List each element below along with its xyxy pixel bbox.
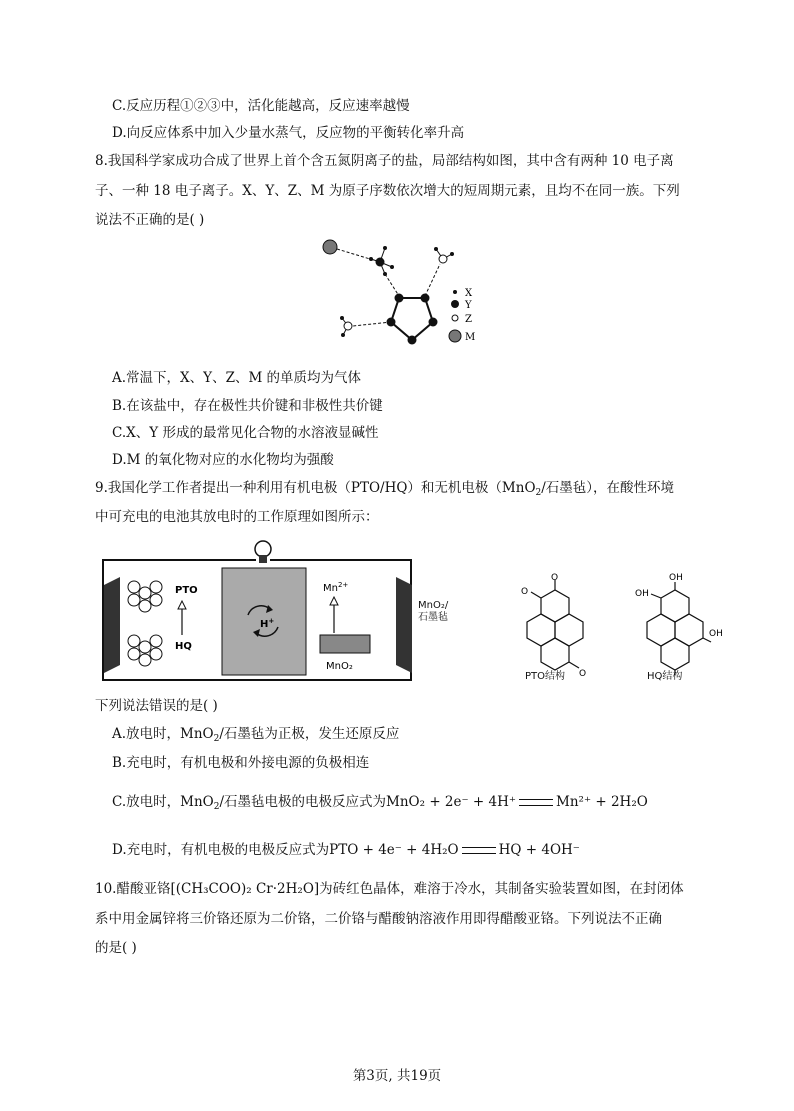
q8-stem-line2: 子、一种 18 电子离子。X、Y、Z、M 为原子序数依次增大的短周期元素，且均不在同一族。下列	[95, 183, 680, 199]
oh-label: OH	[635, 589, 649, 599]
pto-struct-label: PTO结构	[525, 671, 566, 682]
oh-label: OH	[709, 629, 723, 639]
q9-option-a: A.放电时，MnO$_2$/石墨毡为正极，发生还原反应	[112, 726, 400, 744]
q9-option-d: D.充电时，有机电极的电极反应式为PTO + 4e⁻ + 4H₂O HQ + 4OH⁻	[112, 842, 580, 858]
legend-z: Z	[465, 314, 472, 325]
pto-structure	[505, 570, 605, 680]
hq-structure	[625, 570, 725, 680]
q8-stem-line1: 8.我国科学家成功合成了世界上首个含五氮阴离子的盐，局部结构如图，其中含有两种 10 电子离	[95, 153, 674, 169]
q9-battery-diagram	[98, 535, 428, 685]
q8-option-a: A.常温下，X、Y、Z、M 的单质均为气体	[112, 370, 362, 386]
mno2-block	[320, 635, 370, 653]
oh-label: OH	[669, 573, 683, 583]
pto-label: PTO	[175, 585, 198, 596]
q7-option-d: D.向反应体系中加入少量水蒸气，反应物的平衡转化率升高	[112, 125, 465, 141]
q9-option-c: C.放电时，MnO$_2$/石墨毡电极的电极反应式为MnO₂ + 2e⁻ + 4H⁺ Mn²⁺ + 2H₂O	[112, 794, 648, 812]
q9-stem-line1: 9.我国化学工作者提出一种利用有机电极（PTO/HQ）和无机电极（MnO$_2$/石墨毡），在酸性环境	[95, 480, 675, 498]
o-label: O	[551, 573, 559, 583]
legend-m: M	[465, 332, 476, 343]
mno2-label: MnO₂	[326, 661, 353, 672]
q9-question: 下列说法错误的是( )	[95, 698, 218, 714]
legend-x: X	[465, 288, 473, 299]
chromium-acetate-formula: [(CH₃COO)₂ Cr·2H₂O]	[170, 881, 320, 897]
o-label: O	[579, 669, 587, 679]
q10-stem-line3: 的是( )	[95, 940, 137, 956]
q9-stem-line2: 中可充电的电池其放电时的工作原理如图所示：	[95, 509, 379, 525]
q8-option-b: B.在该盐中，存在极性共价键和非极性共价键	[112, 398, 383, 414]
bulb-icon	[255, 541, 271, 557]
legend-y: Y	[465, 300, 472, 311]
mn2plus-label: $Mn^{2+}$	[323, 581, 349, 594]
electrode-label: MnO₂/ 石墨毡	[418, 600, 449, 623]
q10-stem-line1: 10.醋酸亚铬[(CH₃COO)₂ Cr·2H₂O]为砖红色晶体，难溶于冷水，其制备实验装置如图，在封闭体	[95, 881, 684, 897]
hq-label: HQ	[175, 641, 192, 652]
q10-stem-line2: 系中用金属锌将三价铬还原为二价铬，二价铬与醋酸钠溶液作用即得醋酸亚铬。下列说法不正确	[95, 911, 662, 927]
q8-option-c: C.X、Y 形成的最常见化合物的水溶液显碱性	[112, 425, 379, 441]
q9-option-b: B.充电时，有机电极和外接电源的负极相连	[112, 755, 370, 771]
m-atom	[323, 240, 337, 254]
page-footer: 第3页, 共19页	[352, 1068, 442, 1084]
q8-option-d: D.M 的氧化物对应的水化物均为强酸	[112, 452, 334, 468]
q8-stem-line3: 说法不正确的是( )	[95, 212, 205, 228]
q7-option-c: C.反应历程①②③中，活化能越高，反应速率越慢	[112, 98, 410, 114]
q8-structure-diagram	[315, 232, 485, 352]
hq-struct-label: HQ结构	[647, 671, 683, 682]
o-label: O	[521, 587, 529, 597]
h-plus-label: H+	[260, 617, 275, 630]
